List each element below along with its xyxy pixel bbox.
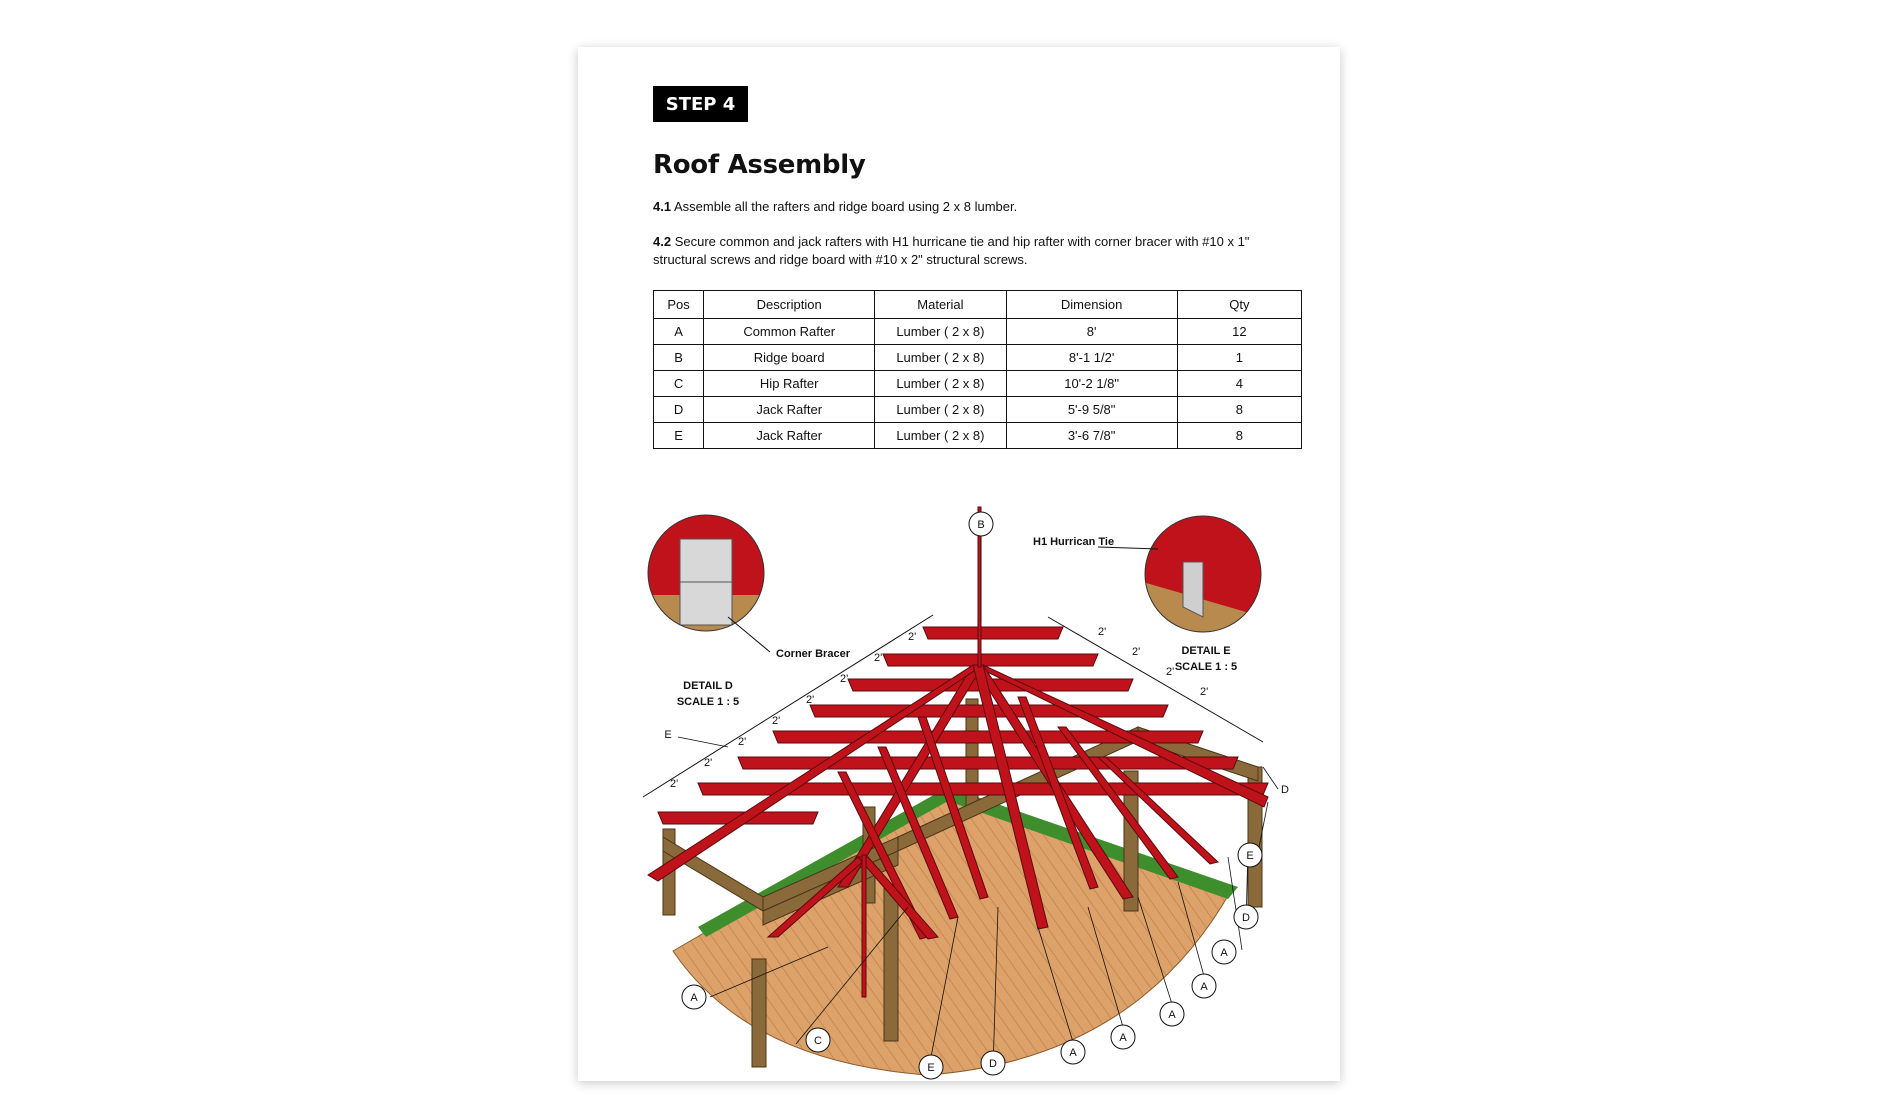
spacing-label: 2' xyxy=(704,757,713,769)
callout-label: A xyxy=(1200,981,1208,993)
cell-material: Lumber ( 2 x 8) xyxy=(875,345,1006,371)
cell-dimension: 8'-1 1/2' xyxy=(1006,345,1177,371)
spacing-label: 2' xyxy=(908,631,917,643)
spacing-label: 2' xyxy=(1166,666,1175,678)
callout-label: E xyxy=(1246,850,1254,862)
detail-d-title: DETAIL D xyxy=(683,680,733,692)
callout-label: E xyxy=(927,1062,935,1074)
post xyxy=(752,959,766,1067)
cell-dimension: 8' xyxy=(1006,319,1177,345)
callout xyxy=(806,1028,830,1052)
detail-e-title: DETAIL E xyxy=(1181,645,1231,657)
spacing-label: 2' xyxy=(874,652,883,664)
detail-e-part-label: H1 Hurrican Tie xyxy=(1033,536,1115,548)
spacing-label: 2' xyxy=(1200,686,1209,698)
cell-description: Jack Rafter xyxy=(704,397,875,423)
ridge-board xyxy=(862,855,866,997)
detail-d-part-label: Corner Bracer xyxy=(776,648,850,660)
cell-qty: 12 xyxy=(1177,319,1301,345)
callout-label: A xyxy=(1069,1047,1077,1059)
page-title: Roof Assembly xyxy=(653,150,866,180)
column-header: Qty xyxy=(1177,291,1301,319)
callout-label: E xyxy=(664,729,672,741)
cell-dimension: 10'-2 1/8" xyxy=(1006,371,1177,397)
cell-qty: 8 xyxy=(1177,423,1301,449)
cell-dimension: 5'-9 5/8" xyxy=(1006,397,1177,423)
cell-description: Jack Rafter xyxy=(704,423,875,449)
table-row xyxy=(654,345,1302,371)
callout-label: A xyxy=(1220,947,1228,959)
callout xyxy=(1212,940,1236,964)
table-header-row xyxy=(654,291,1302,319)
column-header: Material xyxy=(875,291,1006,319)
cell-material: Lumber ( 2 x 8) xyxy=(875,397,1006,423)
callout xyxy=(1234,905,1258,929)
spacing-label: 2' xyxy=(670,778,679,790)
callout-label: A xyxy=(1168,1009,1176,1021)
callout xyxy=(1160,1002,1184,1026)
spacing-label: 2' xyxy=(1098,626,1107,638)
detail-e xyxy=(1033,514,1263,673)
spacing-label: 2' xyxy=(840,673,849,685)
table-row xyxy=(654,371,1302,397)
parts-table xyxy=(653,290,1302,449)
cell-pos: D xyxy=(654,397,704,423)
cell-pos: C xyxy=(654,371,704,397)
callout xyxy=(1192,974,1216,998)
column-header: Dimension xyxy=(1006,291,1177,319)
step-badge: STEP 4 xyxy=(653,86,748,122)
instruction-4-1 xyxy=(653,198,1283,216)
spacing-label: 2' xyxy=(738,736,747,748)
beam xyxy=(663,837,763,911)
callout xyxy=(981,1051,1005,1075)
cell-pos: E xyxy=(654,423,704,449)
cell-material: Lumber ( 2 x 8) xyxy=(875,423,1006,449)
cell-pos: B xyxy=(654,345,704,371)
table-row xyxy=(654,319,1302,345)
callout xyxy=(682,985,706,1009)
detail-d-scale: SCALE 1 : 5 xyxy=(676,696,740,708)
detail-d xyxy=(646,513,851,708)
cell-material: Lumber ( 2 x 8) xyxy=(875,371,1006,397)
callout-label: A xyxy=(690,992,698,1004)
detail-e-scale: SCALE 1 : 5 xyxy=(1174,661,1238,673)
callout-label: B xyxy=(977,519,985,531)
callout xyxy=(969,512,993,536)
post xyxy=(884,887,898,1041)
spacing-label: 2' xyxy=(772,715,781,727)
cell-pos: A xyxy=(654,319,704,345)
instruction-number: 4.2 xyxy=(653,234,672,249)
cell-qty: 1 xyxy=(1177,345,1301,371)
cell-qty: 4 xyxy=(1177,371,1301,397)
spacing-label: 2' xyxy=(1132,646,1141,658)
instruction-4-2 xyxy=(653,233,1283,269)
table-row xyxy=(654,397,1302,423)
callout-label: D xyxy=(1242,912,1250,924)
cell-description: Hip Rafter xyxy=(704,371,875,397)
callout xyxy=(1061,1040,1085,1064)
cell-dimension: 3'-6 7/8" xyxy=(1006,423,1177,449)
roof-assembly-diagram xyxy=(578,467,1340,1081)
callout xyxy=(919,1055,943,1079)
callout xyxy=(1238,843,1262,867)
cell-qty: 8 xyxy=(1177,397,1301,423)
rafter xyxy=(923,627,1063,639)
cell-description: Ridge board xyxy=(704,345,875,371)
callout-label: A xyxy=(1119,1032,1127,1044)
cell-description: Common Rafter xyxy=(704,319,875,345)
column-header: Pos xyxy=(654,291,704,319)
instruction-text: Secure common and jack rafters with H1 hurricane tie and hip rafter with corner bracer with #10 x 1" structural screws and ridge board with #10 x 2" structural screws. xyxy=(653,234,1250,267)
instruction-number: 4.1 xyxy=(653,199,672,214)
spacing-label: 2' xyxy=(806,694,815,706)
instruction-page xyxy=(578,47,1340,1081)
rafter xyxy=(738,757,1238,769)
callout-label: C xyxy=(814,1035,822,1047)
table-row xyxy=(654,423,1302,449)
instruction-text: Assemble all the rafters and ridge board using 2 x 8 lumber. xyxy=(673,199,1018,214)
callout xyxy=(1111,1025,1135,1049)
callout-label: D xyxy=(1281,784,1289,796)
callout-label: D xyxy=(989,1058,997,1070)
cell-material: Lumber ( 2 x 8) xyxy=(875,319,1006,345)
rafter xyxy=(883,654,1098,666)
column-header: Description xyxy=(704,291,875,319)
